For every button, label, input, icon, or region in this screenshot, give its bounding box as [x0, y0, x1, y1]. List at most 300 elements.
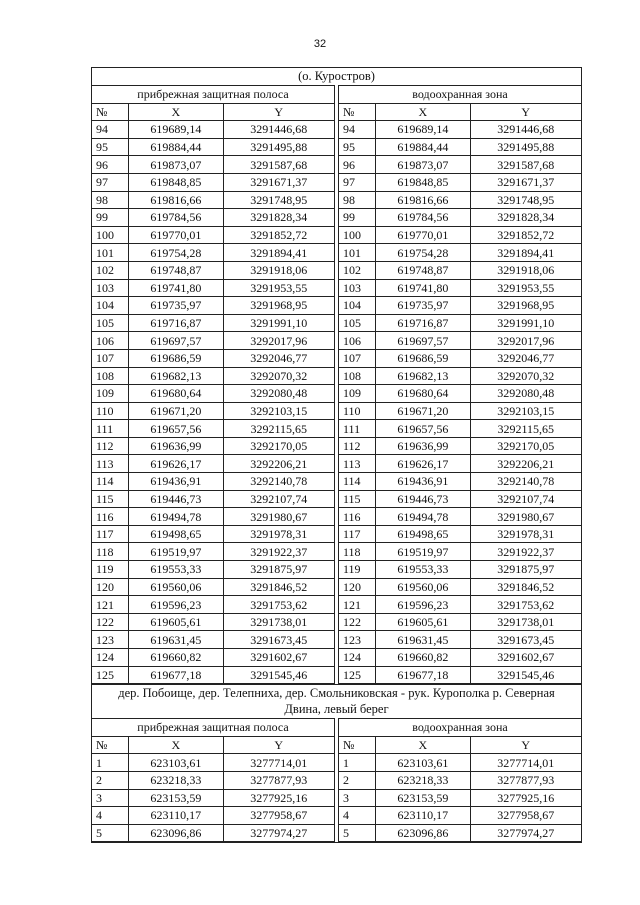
coord-x: 619671,20 — [129, 402, 223, 420]
coord-y: 3277925,16 — [223, 789, 334, 807]
coord-x: 623153,59 — [376, 789, 470, 807]
coord-y: 3291602,67 — [470, 649, 581, 667]
table-row — [339, 666, 582, 684]
point-number: 114 — [92, 473, 129, 491]
coord-y: 3291922,37 — [223, 543, 334, 561]
point-number: 100 — [92, 226, 129, 244]
coord-x: 619816,66 — [376, 191, 470, 209]
coord-y: 3292140,78 — [470, 473, 581, 491]
column-header: Y — [223, 103, 334, 121]
coord-x: 619873,07 — [129, 156, 223, 174]
coord-y: 3291545,46 — [223, 666, 334, 684]
coord-y: 3277877,93 — [470, 771, 581, 789]
table-row — [339, 402, 582, 420]
coord-y: 3291852,72 — [470, 226, 581, 244]
table-row — [92, 455, 335, 473]
coord-y: 3292103,15 — [470, 402, 581, 420]
point-number: 3 — [92, 789, 129, 807]
coord-y: 3291894,41 — [223, 244, 334, 262]
table-row — [92, 824, 335, 842]
coord-y: 3292103,15 — [223, 402, 334, 420]
coord-x: 619697,57 — [376, 332, 470, 350]
point-number: 106 — [339, 332, 376, 350]
point-number: 2 — [92, 771, 129, 789]
table-row — [339, 649, 582, 667]
table-row — [339, 754, 582, 772]
point-number: 116 — [339, 508, 376, 526]
table-row — [92, 754, 335, 772]
table-row — [92, 578, 335, 596]
coord-y: 3291495,88 — [470, 138, 581, 156]
coord-x: 619682,13 — [129, 367, 223, 385]
table-row — [92, 244, 335, 262]
table-row — [339, 279, 582, 297]
coord-y: 3291968,95 — [470, 297, 581, 315]
point-number: 94 — [339, 121, 376, 139]
point-number: 107 — [339, 349, 376, 367]
page-number: 32 — [313, 38, 327, 50]
point-number: 120 — [92, 578, 129, 596]
coord-y: 3292206,21 — [470, 455, 581, 473]
point-number: 3 — [339, 789, 376, 807]
coord-x: 623110,17 — [376, 807, 470, 825]
coord-y: 3277958,67 — [223, 807, 334, 825]
coord-x: 619741,80 — [129, 279, 223, 297]
point-number: 102 — [92, 261, 129, 279]
coord-y: 3291846,52 — [223, 578, 334, 596]
coord-x: 619735,97 — [376, 297, 470, 315]
coord-y: 3292080,48 — [470, 385, 581, 403]
coord-x: 619848,85 — [376, 173, 470, 191]
point-number: 106 — [92, 332, 129, 350]
section2-left-table — [92, 718, 335, 842]
column-header: X — [129, 736, 223, 754]
section1-left-title: прибрежная защитная полоса — [92, 86, 335, 104]
table-row — [339, 789, 582, 807]
coord-x: 619553,33 — [129, 561, 223, 579]
point-number: 98 — [92, 191, 129, 209]
coord-y: 3292080,48 — [223, 385, 334, 403]
table-row — [339, 156, 582, 174]
point-number: 94 — [92, 121, 129, 139]
coord-x: 619735,97 — [129, 297, 223, 315]
table-row — [92, 666, 335, 684]
coord-y: 3291673,45 — [223, 631, 334, 649]
table-row — [92, 543, 335, 561]
coord-y: 3291495,88 — [223, 138, 334, 156]
point-number: 111 — [92, 420, 129, 438]
point-number: 104 — [92, 297, 129, 315]
coord-x: 619436,91 — [376, 473, 470, 491]
coord-x: 619689,14 — [129, 121, 223, 139]
table-row — [339, 297, 582, 315]
coord-y: 3291671,37 — [470, 173, 581, 191]
coord-x: 619631,45 — [376, 631, 470, 649]
column-header: X — [376, 103, 470, 121]
point-number: 105 — [339, 314, 376, 332]
coord-x: 619519,97 — [129, 543, 223, 561]
point-number: 110 — [339, 402, 376, 420]
table-row — [339, 173, 582, 191]
table-row — [339, 455, 582, 473]
table-row — [339, 138, 582, 156]
column-header: № — [339, 103, 376, 121]
coord-y: 3291875,97 — [470, 561, 581, 579]
table-row — [92, 508, 335, 526]
column-header: № — [339, 736, 376, 754]
table-row — [339, 490, 582, 508]
table-row — [92, 385, 335, 403]
coord-y: 3291446,68 — [223, 121, 334, 139]
coord-x: 623153,59 — [129, 789, 223, 807]
column-header: № — [92, 736, 129, 754]
point-number: 123 — [339, 631, 376, 649]
table-row — [339, 121, 582, 139]
coord-x: 619626,17 — [129, 455, 223, 473]
point-number: 114 — [339, 473, 376, 491]
point-number: 115 — [339, 490, 376, 508]
table-row — [92, 261, 335, 279]
coord-x: 619605,61 — [376, 613, 470, 631]
coord-y: 3292170,05 — [470, 437, 581, 455]
table-row — [339, 261, 582, 279]
table-row — [92, 596, 335, 614]
coord-x: 619680,64 — [129, 385, 223, 403]
table-row — [339, 420, 582, 438]
coord-y: 3292140,78 — [223, 473, 334, 491]
table-row — [339, 332, 582, 350]
coord-x: 619498,65 — [376, 525, 470, 543]
coord-x: 619596,23 — [376, 596, 470, 614]
coord-x: 619636,99 — [129, 437, 223, 455]
coord-x: 619596,23 — [129, 596, 223, 614]
coord-y: 3291922,37 — [470, 543, 581, 561]
coord-y: 3291828,34 — [223, 209, 334, 227]
point-number: 113 — [92, 455, 129, 473]
coord-x: 623218,33 — [129, 771, 223, 789]
point-number: 109 — [339, 385, 376, 403]
coord-x: 623096,86 — [376, 824, 470, 842]
column-header: Y — [223, 736, 334, 754]
point-number: 117 — [92, 525, 129, 543]
point-number: 122 — [92, 613, 129, 631]
coord-x: 619697,57 — [129, 332, 223, 350]
coord-x: 619716,87 — [376, 314, 470, 332]
coord-y: 3291918,06 — [223, 261, 334, 279]
coord-x: 619436,91 — [129, 473, 223, 491]
table-row — [339, 314, 582, 332]
coord-x: 619784,56 — [129, 209, 223, 227]
coord-x: 619748,87 — [376, 261, 470, 279]
coord-x: 619754,28 — [129, 244, 223, 262]
coord-x: 619784,56 — [376, 209, 470, 227]
section1-left-body — [92, 121, 335, 684]
table-row — [339, 525, 582, 543]
coord-y: 3292017,96 — [470, 332, 581, 350]
point-number: 5 — [339, 824, 376, 842]
coord-y: 3291738,01 — [223, 613, 334, 631]
coord-y: 3292107,74 — [470, 490, 581, 508]
table-row — [92, 490, 335, 508]
table-row — [92, 649, 335, 667]
coord-x: 619553,33 — [376, 561, 470, 579]
coord-y: 3291968,95 — [223, 297, 334, 315]
coord-x: 619754,28 — [376, 244, 470, 262]
table-row — [339, 367, 582, 385]
table-row — [339, 824, 582, 842]
coord-x: 619446,73 — [129, 490, 223, 508]
coord-x: 619770,01 — [376, 226, 470, 244]
coord-y: 3291748,95 — [223, 191, 334, 209]
point-number: 118 — [92, 543, 129, 561]
table-row — [92, 138, 335, 156]
coord-y: 3291587,68 — [470, 156, 581, 174]
point-number: 121 — [92, 596, 129, 614]
table-row — [339, 244, 582, 262]
point-number: 113 — [339, 455, 376, 473]
point-number: 121 — [339, 596, 376, 614]
column-header: Y — [470, 103, 581, 121]
point-number: 96 — [92, 156, 129, 174]
table-row — [92, 332, 335, 350]
point-number: 108 — [339, 367, 376, 385]
point-number: 2 — [339, 771, 376, 789]
coord-x: 619657,56 — [129, 420, 223, 438]
point-number: 104 — [339, 297, 376, 315]
point-number: 112 — [92, 437, 129, 455]
table-row — [339, 349, 582, 367]
table-row — [92, 349, 335, 367]
coord-y: 3291753,62 — [223, 596, 334, 614]
table-row — [92, 191, 335, 209]
section2-right-table — [338, 718, 581, 842]
point-number: 115 — [92, 490, 129, 508]
table-row — [339, 578, 582, 596]
coord-x: 619716,87 — [129, 314, 223, 332]
coord-x: 619560,06 — [129, 578, 223, 596]
point-number: 5 — [92, 824, 129, 842]
coord-y: 3292046,77 — [223, 349, 334, 367]
coord-x: 619605,61 — [129, 613, 223, 631]
section2-left-body — [92, 754, 335, 842]
point-number: 99 — [92, 209, 129, 227]
coord-y: 3292046,77 — [470, 349, 581, 367]
coord-y: 3291918,06 — [470, 261, 581, 279]
point-number: 108 — [92, 367, 129, 385]
point-number: 101 — [92, 244, 129, 262]
coord-y: 3291980,67 — [470, 508, 581, 526]
coord-x: 623110,17 — [129, 807, 223, 825]
section2-title — [91, 684, 582, 718]
point-number: 119 — [339, 561, 376, 579]
coord-x: 619686,59 — [376, 349, 470, 367]
coord-x: 619636,99 — [376, 437, 470, 455]
coord-y: 3291978,31 — [223, 525, 334, 543]
section1-tables — [91, 85, 582, 684]
coord-x: 619848,85 — [129, 173, 223, 191]
table-row — [92, 613, 335, 631]
coord-y: 3291953,55 — [223, 279, 334, 297]
coord-y: 3277958,67 — [470, 807, 581, 825]
table-row — [339, 613, 582, 631]
table-row — [92, 473, 335, 491]
point-number: 124 — [92, 649, 129, 667]
point-number: 116 — [92, 508, 129, 526]
table-row — [339, 561, 582, 579]
coord-x: 623103,61 — [129, 754, 223, 772]
table-row — [92, 314, 335, 332]
column-header: X — [376, 736, 470, 754]
point-number: 100 — [339, 226, 376, 244]
coord-x: 619884,44 — [129, 138, 223, 156]
section1-right-table — [338, 85, 581, 684]
coord-x: 619631,45 — [129, 631, 223, 649]
table-row — [339, 385, 582, 403]
table-row — [92, 420, 335, 438]
coord-x: 619682,13 — [376, 367, 470, 385]
section1-left-table — [92, 85, 335, 684]
coord-y: 3291991,10 — [470, 314, 581, 332]
coord-y: 3292206,21 — [223, 455, 334, 473]
table-row — [339, 771, 582, 789]
coord-y: 3291587,68 — [223, 156, 334, 174]
point-number: 105 — [92, 314, 129, 332]
point-number: 122 — [339, 613, 376, 631]
table-row — [339, 807, 582, 825]
table-row — [92, 771, 335, 789]
point-number: 109 — [92, 385, 129, 403]
point-number: 96 — [339, 156, 376, 174]
coord-x: 619816,66 — [129, 191, 223, 209]
table-row — [92, 121, 335, 139]
point-number: 125 — [339, 666, 376, 684]
point-number: 103 — [339, 279, 376, 297]
coord-x: 619680,64 — [376, 385, 470, 403]
column-header: № — [92, 103, 129, 121]
point-number: 95 — [339, 138, 376, 156]
table-row — [92, 209, 335, 227]
point-number: 99 — [339, 209, 376, 227]
table-row — [339, 191, 582, 209]
coord-x: 619660,82 — [129, 649, 223, 667]
coord-y: 3291545,46 — [470, 666, 581, 684]
coord-x: 619873,07 — [376, 156, 470, 174]
table-row — [339, 437, 582, 455]
coord-x: 619560,06 — [376, 578, 470, 596]
coord-y: 3291978,31 — [470, 525, 581, 543]
coord-y: 3292070,32 — [470, 367, 581, 385]
coord-y: 3277925,16 — [470, 789, 581, 807]
coord-x: 619657,56 — [376, 420, 470, 438]
coord-y: 3291953,55 — [470, 279, 581, 297]
coord-x: 619677,18 — [129, 666, 223, 684]
table-row — [92, 367, 335, 385]
coord-x: 619519,97 — [376, 543, 470, 561]
table-row — [339, 596, 582, 614]
point-number: 107 — [92, 349, 129, 367]
section2-title-line2: Двина, левый берег — [284, 701, 389, 716]
section1-right-body — [339, 121, 582, 684]
coord-y: 3291875,97 — [223, 561, 334, 579]
coordinates-document — [91, 67, 582, 843]
point-number: 110 — [92, 402, 129, 420]
coord-y: 3292070,32 — [223, 367, 334, 385]
coord-y: 3291738,01 — [470, 613, 581, 631]
coord-y: 3292107,74 — [223, 490, 334, 508]
coord-y: 3291852,72 — [223, 226, 334, 244]
coord-x: 619689,14 — [376, 121, 470, 139]
table-row — [339, 473, 582, 491]
coord-x: 619660,82 — [376, 649, 470, 667]
coord-x: 619741,80 — [376, 279, 470, 297]
coord-y: 3291602,67 — [223, 649, 334, 667]
coord-y: 3291748,95 — [470, 191, 581, 209]
table-row — [92, 525, 335, 543]
coord-y: 3292170,05 — [223, 437, 334, 455]
table-row — [92, 156, 335, 174]
coord-x: 619498,65 — [129, 525, 223, 543]
coord-y: 3291991,10 — [223, 314, 334, 332]
table-row — [92, 789, 335, 807]
coord-y: 3291446,68 — [470, 121, 581, 139]
point-number: 97 — [92, 173, 129, 191]
coord-y: 3277714,01 — [223, 754, 334, 772]
coord-x: 619626,17 — [376, 455, 470, 473]
coord-y: 3277974,27 — [223, 824, 334, 842]
point-number: 112 — [339, 437, 376, 455]
coord-y: 3291846,52 — [470, 578, 581, 596]
point-number: 102 — [339, 261, 376, 279]
table-row — [92, 297, 335, 315]
coord-y: 3292115,65 — [470, 420, 581, 438]
point-number: 103 — [92, 279, 129, 297]
coord-y: 3291828,34 — [470, 209, 581, 227]
coord-y: 3292017,96 — [223, 332, 334, 350]
point-number: 101 — [339, 244, 376, 262]
coord-y: 3277974,27 — [470, 824, 581, 842]
coord-x: 619748,87 — [129, 261, 223, 279]
table-row — [92, 437, 335, 455]
point-number: 123 — [92, 631, 129, 649]
column-header: Y — [470, 736, 581, 754]
point-number: 4 — [92, 807, 129, 825]
point-number: 95 — [92, 138, 129, 156]
coord-x: 623218,33 — [376, 771, 470, 789]
table-row — [339, 209, 582, 227]
coord-x: 623096,86 — [129, 824, 223, 842]
point-number: 111 — [339, 420, 376, 438]
table-row — [339, 631, 582, 649]
coord-x: 623103,61 — [376, 754, 470, 772]
point-number: 119 — [92, 561, 129, 579]
section2-right-title: водоохранная зона — [339, 719, 582, 737]
table-row — [339, 226, 582, 244]
table-row — [92, 226, 335, 244]
point-number: 120 — [339, 578, 376, 596]
coord-y: 3292115,65 — [223, 420, 334, 438]
section2-left-title: прибрежная защитная полоса — [92, 719, 335, 737]
section1-right-title: водоохранная зона — [339, 86, 582, 104]
point-number: 118 — [339, 543, 376, 561]
section1-title: (о. Куростров) — [91, 67, 582, 85]
coord-y: 3291673,45 — [470, 631, 581, 649]
coord-x: 619494,78 — [376, 508, 470, 526]
coord-x: 619671,20 — [376, 402, 470, 420]
coord-y: 3277877,93 — [223, 771, 334, 789]
table-row — [92, 402, 335, 420]
point-number: 1 — [92, 754, 129, 772]
point-number: 125 — [92, 666, 129, 684]
